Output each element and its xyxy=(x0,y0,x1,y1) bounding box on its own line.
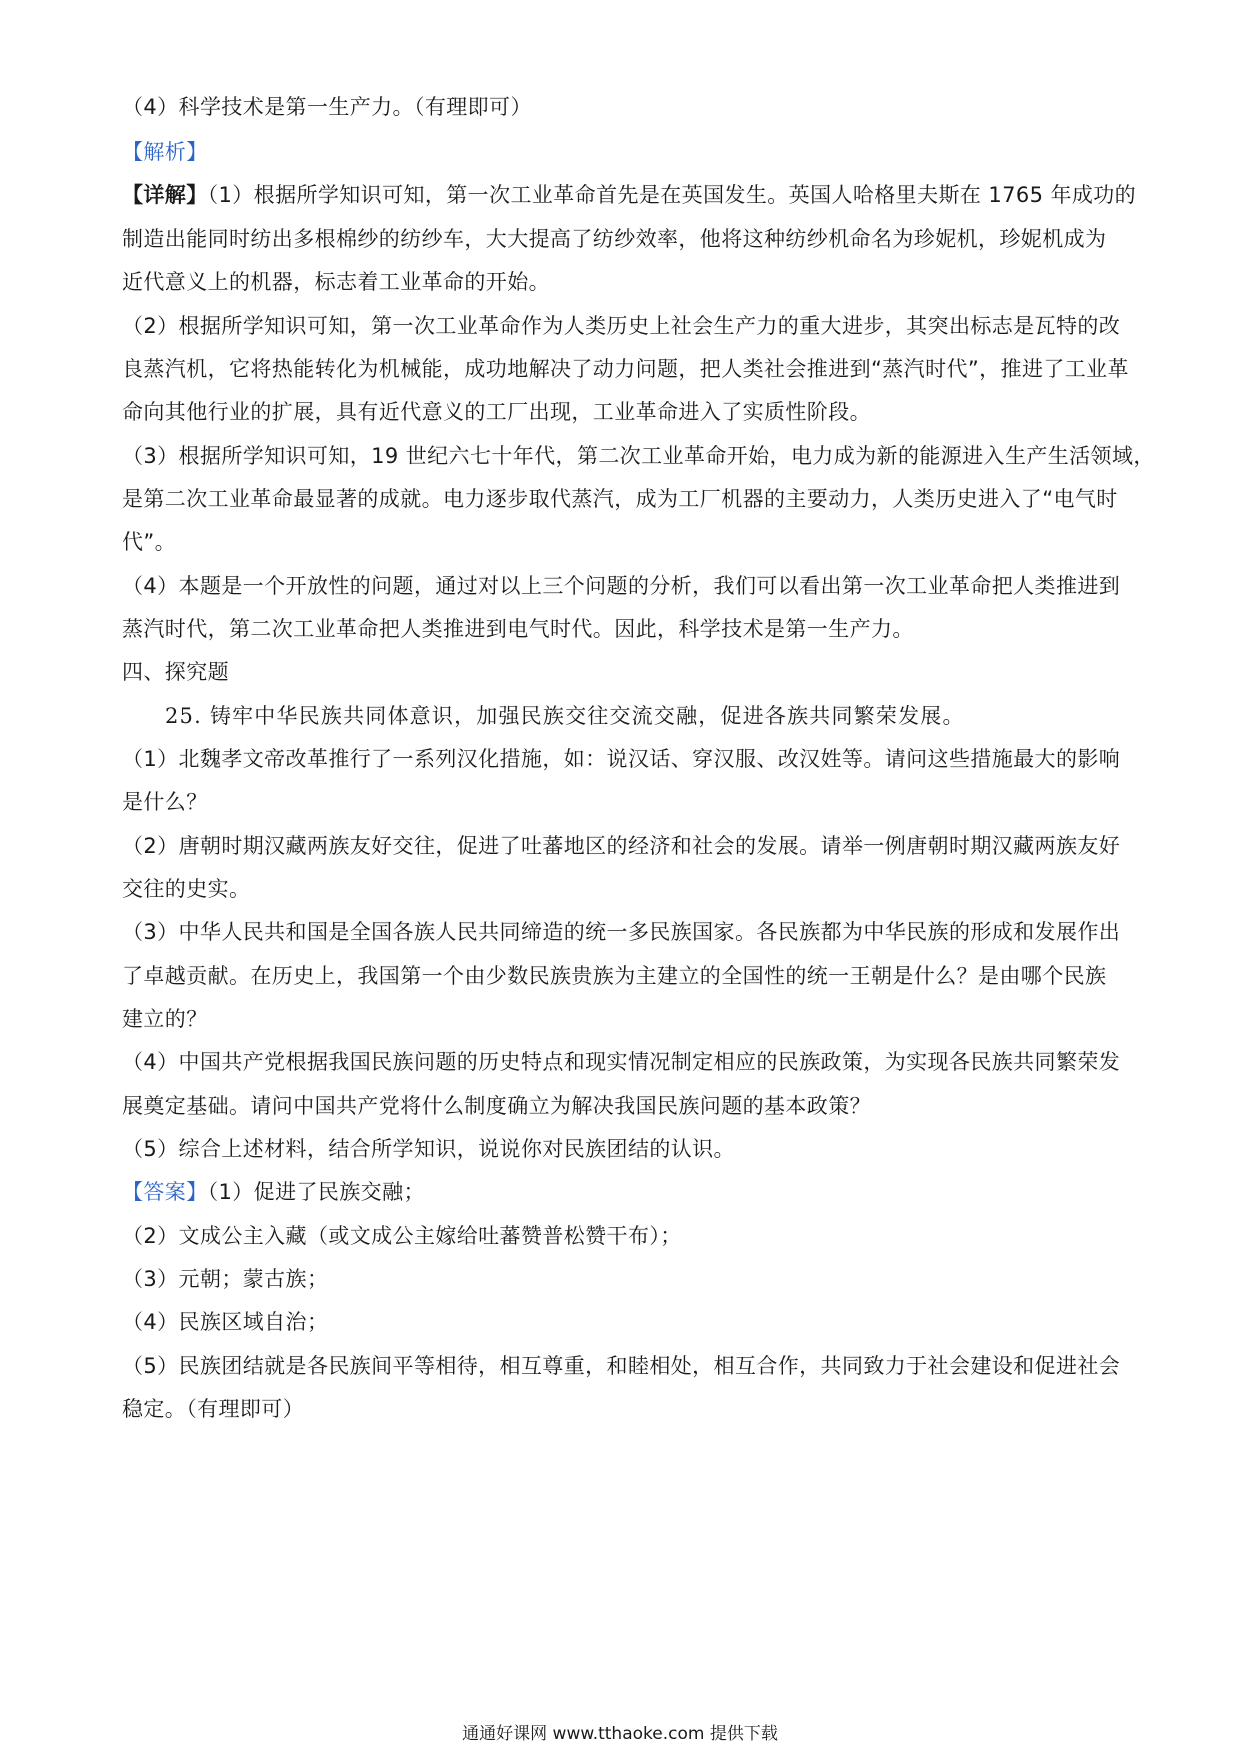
detail-line-9: 代”。 xyxy=(122,530,177,554)
detail-line-1 xyxy=(122,180,1137,210)
question-line-10: （5）综合上述材料，结合所学知识，说说你对民族团结的认识。 xyxy=(122,1137,735,1161)
analysis-heading xyxy=(122,137,1132,167)
question-25-stem: 25. 铸牢中华民族共同体意识，加强民族交往交流交融，促进各族共同繁荣发展。 xyxy=(165,704,965,728)
analysis-tag: 【解析】 xyxy=(122,140,208,164)
answer-tag: 【答案】 xyxy=(122,1180,208,1204)
answer-line-4: （4）民族区域自治； xyxy=(122,1310,329,1334)
detail-line-11: 蒸汽时代，第二次工业革命把人类推进到电气时代。因此，科学技术是第一生产力。 xyxy=(122,617,914,641)
question-line-5: （3）中华人民共和国是全国各族人民共同缔造的统一多民族国家。各民族都为中华民族的形成和发展作出 xyxy=(122,920,1121,944)
detail-line-5: 良蒸汽机，它将热能转化为机械能，成功地解决了动力问题，把人类社会推进到“蒸汽时代”，推进了工业革 xyxy=(122,357,1129,381)
detail-line-3: 近代意义上的机器，标志着工业革命的开始。 xyxy=(122,270,550,294)
question-line-1: （1）北魏孝文帝改革推行了一系列汉化措施，如：说汉话、穿汉服、改汉姓等。请问这些措施最大的影响 xyxy=(122,747,1121,771)
detail-line-7: （3）根据所学知识可知，19 世纪六七十年代，第二次工业革命开始，电力成为新的能源进入生产生活领域， xyxy=(122,444,1155,468)
question-line-8: （4）中国共产党根据我国民族问题的历史特点和现实情况制定相应的民族政策，为实现各民族共同繁荣发 xyxy=(122,1050,1121,1074)
answer-line-5: （5）民族团结就是各民族间平等相待，相互尊重，和睦相处，相互合作，共同致力于社会建设和促进社会 xyxy=(122,1354,1121,1378)
question-line-7: 建立的？ xyxy=(122,1007,208,1031)
answer-line-1 xyxy=(122,1177,1132,1207)
page-footer: 通通好课网 www.tthaoke.com 提供下载 xyxy=(462,1724,778,1744)
detail-line-4: （2）根据所学知识可知，第一次工业革命作为人类历史上社会生产力的重大进步，其突出标志是瓦特的改 xyxy=(122,314,1121,338)
answer-text: （1）促进了民族交融； xyxy=(207,1180,425,1204)
section-heading: 四、探究题 xyxy=(122,660,229,684)
answer-line-6: 稳定。（有理即可） xyxy=(122,1397,305,1421)
detail-tag: 【详解】 xyxy=(122,183,208,207)
detail-line-2: 制造出能同时纺出多根棉纱的纺纱车，大大提高了纺纱效率，他将这种纺纱机命名为珍妮机，珍妮机成为 xyxy=(122,227,1107,251)
question-line-9: 展奠定基础。请问中国共产党将什么制度确立为解决我国民族问题的基本政策？ xyxy=(122,1094,871,1118)
question-line-4: 交往的史实。 xyxy=(122,877,251,901)
question-line-3: （2）唐朝时期汉藏两族友好交往，促进了吐蕃地区的经济和社会的发展。请举一例唐朝时期汉藏两族友好 xyxy=(122,834,1121,858)
question-line-6: 了卓越贡献。在历史上，我国第一个由少数民族贵族为主建立的全国性的统一王朝是什么？是由哪个民族 xyxy=(122,964,1107,988)
answer-line-2: （2）文成公主入藏（或文成公主嫁给吐蕃赞普松赞干布）； xyxy=(122,1224,682,1248)
detail-line-8: 是第二次工业革命最显著的成就。电力逐步取代蒸汽，成为工厂机器的主要动力，人类历史进入了“电气时 xyxy=(122,487,1118,511)
question-line-2: 是什么？ xyxy=(122,790,208,814)
detail-line-10: （4）本题是一个开放性的问题，通过对以上三个问题的分析，我们可以看出第一次工业革命把人类推进到 xyxy=(122,574,1121,598)
detail-line-6: 命向其他行业的扩展，具有近代意义的工厂出现，工业革命进入了实质性阶段。 xyxy=(122,400,871,424)
detail-text: （1）根据所学知识可知，第一次工业革命首先是在英国发生。英国人哈格里夫斯在 1765 年成功的 xyxy=(207,183,1137,207)
answer-line-3: （3）元朝；蒙古族； xyxy=(122,1267,329,1291)
answer-line-4-prev: （4）科学技术是第一生产力。（有理即可） xyxy=(122,95,532,119)
